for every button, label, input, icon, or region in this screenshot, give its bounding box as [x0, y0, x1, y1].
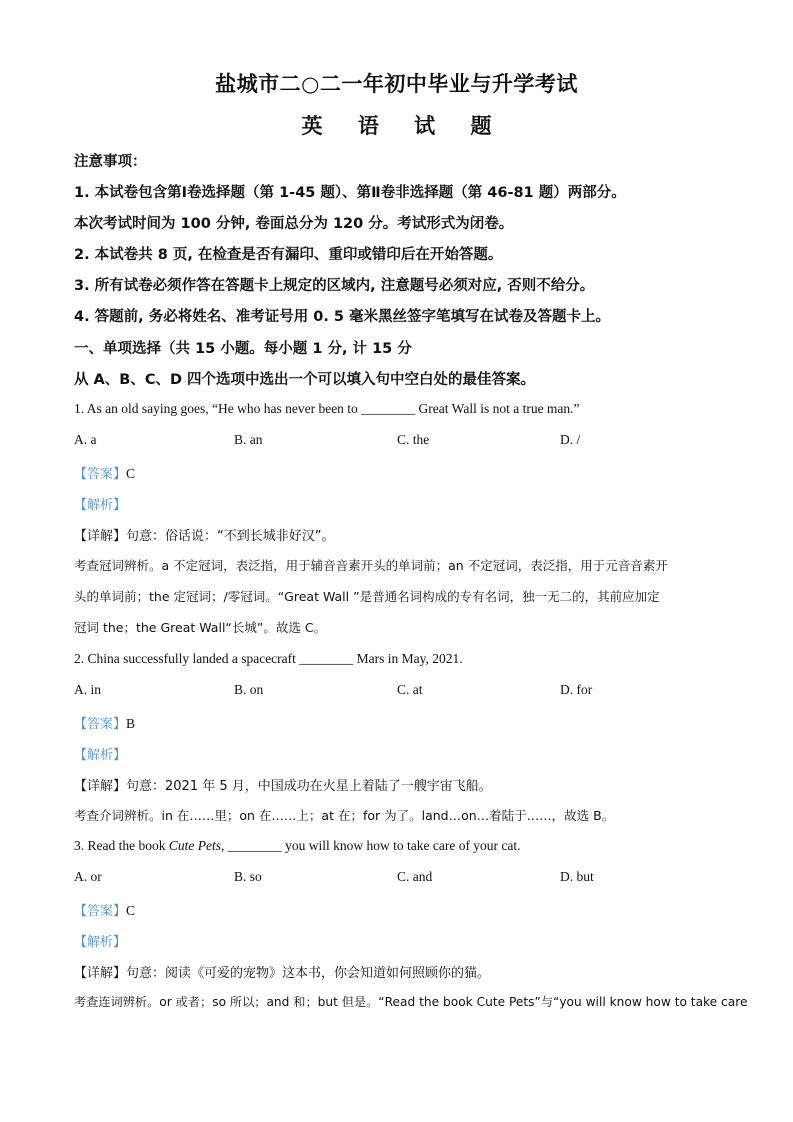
notice-item: 1. 本试卷包含第Ⅰ卷选择题（第 1-45 题）、第Ⅱ卷非选择题（第 46-81 题）两部分。 [74, 185, 626, 201]
answer-label: 【答案】 [74, 467, 127, 482]
detail-line [74, 962, 490, 981]
option-b: B. an [234, 432, 263, 447]
question-stem: 2. China successfully landed a spacecraft ________ Mars in May, 2021. [74, 651, 463, 666]
section-instruction: 从 A、B、C、D 四个选项中选出一个可以填入句中空白处的最佳答案。 [74, 372, 536, 388]
option-b: B. so [234, 869, 262, 884]
option-c: C. at [397, 682, 423, 697]
stem-text: 3. Read the book [74, 838, 169, 853]
answer-value: C [126, 466, 136, 481]
analysis-line [74, 494, 126, 513]
answer-line [74, 713, 135, 732]
detail-label: 【详解】 [74, 966, 127, 981]
detail-label: 【详解】 [74, 529, 127, 544]
question-stem [74, 838, 521, 854]
explanation-line: 考查连词辨析。or 或者；so 所以；and 和；but 但是。“Read the book Cute Pets”与“you will know how to take care [74, 995, 748, 1009]
option-a: A. in [74, 682, 101, 697]
notice-item: 本次考试时间为 100 分钟, 卷面总分为 120 分。考试形式为闭卷。 [74, 216, 514, 232]
explanation-line: 冠词 the；the Great Wall“长城”。故选 C。 [74, 620, 327, 635]
exam-subtitle: 英 语 试 题 [301, 114, 506, 138]
question-stem: 1. As an old saying goes, “He who has never been to ________ Great Wall is not a true man.” [74, 401, 580, 416]
analysis-label: 【解析】 [74, 748, 127, 763]
option-c: C. the [397, 432, 430, 447]
option-c: C. and [397, 869, 433, 884]
answer-value: C [126, 903, 136, 918]
detail-text: 句意：2021 年 5 月，中国成功在火星上着陆了一艘宇宙飞船。 [126, 779, 492, 794]
option-a: A. or [74, 869, 102, 884]
option-d: D. / [560, 432, 581, 447]
answer-label: 【答案】 [74, 904, 127, 919]
answer-line [74, 900, 135, 919]
option-d: D. but [560, 869, 594, 884]
option-b: B. on [234, 682, 264, 697]
explanation-line: 考查冠词辨析。a 不定冠词，表泛指，用于辅音音素开头的单词前；an 不定冠词，表泛指，用于元音音素开 [74, 558, 668, 573]
detail-line [74, 775, 492, 794]
detail-text: 句意：俗话说：“不到长城非好汉”。 [126, 529, 335, 544]
detail-label: 【详解】 [74, 779, 127, 794]
analysis-label: 【解析】 [74, 935, 127, 950]
detail-text: 句意：阅读《可爱的宠物》这本书，你会知道如何照顾你的猫。 [126, 966, 491, 981]
notice-heading: 注意事项： [74, 154, 147, 170]
answer-value: B [126, 716, 136, 731]
analysis-label: 【解析】 [74, 498, 127, 513]
explanation-line: 头的单词前；the 定冠词；/零冠词。“Great Wall ”是普通名词构成的专有名词，独一无二的，其前应加定 [74, 589, 660, 604]
analysis-line [74, 744, 126, 763]
answer-label: 【答案】 [74, 717, 127, 732]
section-title: 一、单项选择（共 15 小题。每小题 1 分, 计 15 分 [74, 341, 412, 357]
notice-item: 4. 答题前, 务必将姓名、准考证号用 0. 5 毫米黑丝签字笔填写在试卷及答题卡上。 [74, 309, 611, 325]
notice-item: 3. 所有试卷必须作答在答题卡上规定的区域内, 注意题号必须对应, 否则不给分。 [74, 278, 595, 294]
detail-line [74, 525, 335, 544]
book-title: Cute Pets [168, 838, 221, 853]
stem-text: , ________ you will know how to take care of your cat. [220, 838, 521, 853]
explanation-line: 考查介词辨析。in 在……里；on 在……上；at 在；for 为了。land…on…着陆于……，故选 B。 [74, 808, 615, 823]
answer-line [74, 463, 135, 482]
analysis-line [74, 931, 126, 950]
option-d: D. for [560, 682, 593, 697]
option-a: A. a [74, 432, 97, 447]
notice-item: 2. 本试卷共 8 页, 在检查是否有漏印、重印或错印后在开始答题。 [74, 247, 503, 263]
exam-title: 盐城市二○二一年初中毕业与升学考试 [215, 72, 578, 96]
